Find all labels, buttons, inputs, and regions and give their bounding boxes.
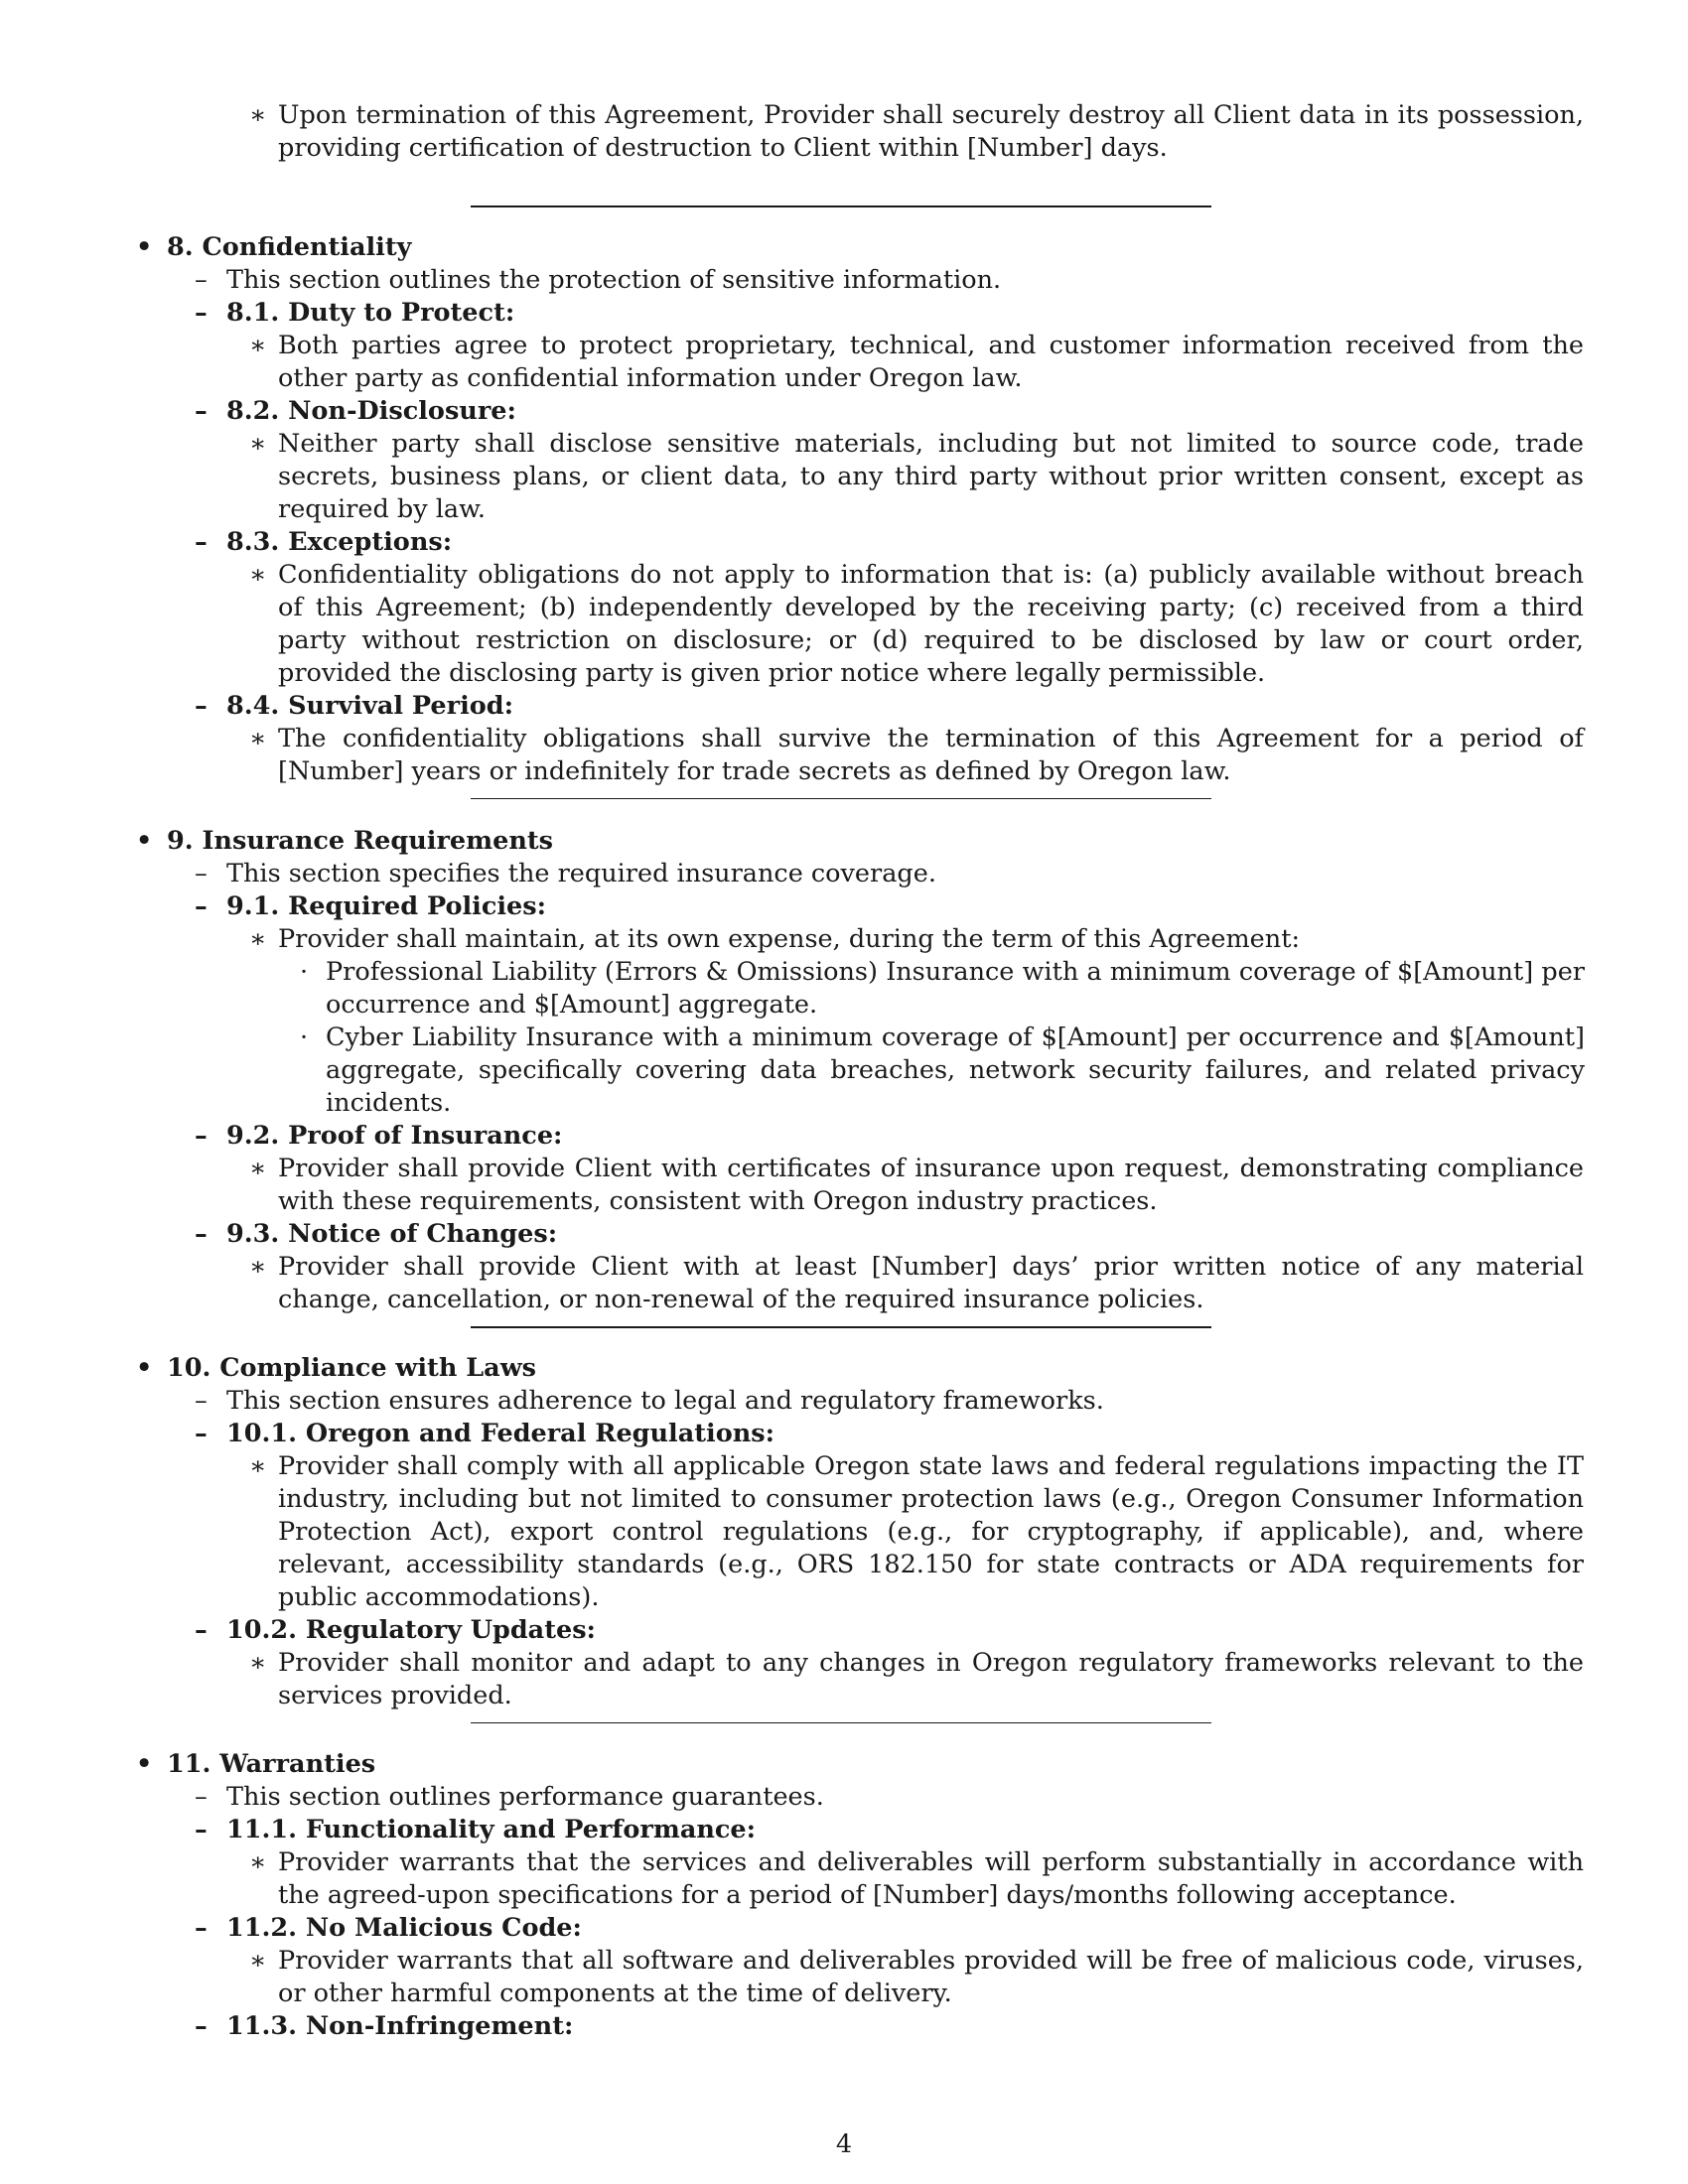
subsection-title: – 9.3. Notice of Changes:: [195, 1219, 558, 1249]
list-item: ∗ The confidentiality obligations shall survive the termination of this Agreement for a period of [Number] years or indefinitely for trade secrets as defined by Oregon law.: [249, 724, 1584, 786]
subsection-title: – 8.2. Non-Disclosure:: [195, 396, 516, 426]
subsection-title: – 11.3. Non-Infringement:: [195, 2011, 574, 2041]
section-7-continuation: [0, 99, 1688, 165]
list-item: ∗ Provider shall maintain, at its own expense, during the term of this Agreement:: [249, 924, 1301, 954]
section-8: [0, 231, 1688, 788]
section-intro: – This section ensures adherence to legal and regulatory frameworks.: [195, 1386, 1104, 1416]
subsection-title: – 11.2. No Malicious Code:: [195, 1913, 582, 1943]
subsection-title: – 8.1. Duty to Protect:: [195, 298, 515, 328]
bullet-dot: •: [136, 826, 153, 856]
list-item: ∗ Provider shall monitor and adapt to any changes in Oregon regulatory frameworks relevant to the services provided.: [249, 1648, 1584, 1710]
bullet-dot: •: [136, 1353, 153, 1383]
section-heading: • 11. Warranties: [136, 1749, 376, 1779]
list-item: ∗ Confidentiality obligations do not apply to information that is: (a) publicly available without breach of this Agreement; (b) independently developed by the receiving party; (c) received from a third party without restriction on disclosure; or (d) required to be disclosed by law or court order, provided the disclosing party is given prior notice where legally permissible.: [249, 560, 1584, 688]
section-divider: [471, 1722, 1211, 1723]
section-divider: [471, 1326, 1211, 1328]
subsection-title: – 10.2. Regulatory Updates:: [195, 1615, 596, 1645]
section-heading: • 9. Insurance Requirements: [136, 826, 553, 856]
list-item: ∗ Provider warrants that all software and deliverables provided will be free of malicious code, viruses, or other harmful components at the time of delivery.: [249, 1946, 1584, 2008]
subsection-title: – 11.1. Functionality and Performance:: [195, 1815, 757, 1844]
section-9: [0, 825, 1688, 1316]
list-item: ∗ Provider warrants that the services and deliverables will perform substantially in accordance with the agreed-upon specifications for a period of [Number] days/months following acceptance.: [249, 1847, 1584, 1910]
section-intro: – This section specifies the required insurance coverage.: [195, 859, 936, 888]
subsection-title: – 9.2. Proof of Insurance:: [195, 1121, 563, 1151]
subsection-title: – 10.1. Oregon and Federal Regulations:: [195, 1419, 775, 1448]
section-divider: [471, 798, 1211, 799]
page-number: 4: [835, 2129, 853, 2159]
bullet-dot: •: [136, 1749, 153, 1779]
list-item: ∗ Provider shall provide Client with at least [Number] days’ prior written notice of any material change, cancellation, or non-renewal of the required insurance policies.: [249, 1252, 1584, 1314]
section-divider: [471, 205, 1211, 207]
list-item: ∗ Both parties agree to protect proprietary, technical, and customer information received from the other party as confidential information under Oregon law.: [249, 331, 1584, 393]
asterisk-bullet: ∗: [249, 100, 267, 130]
section-11: [0, 1748, 1688, 2043]
section-10: [0, 1352, 1688, 1712]
section-heading: • 10. Compliance with Laws: [136, 1353, 537, 1383]
section-intro: – This section outlines performance guarantees.: [195, 1782, 824, 1812]
bullet-dot: •: [136, 232, 153, 262]
list-item: ∗ Neither party shall disclose sensitive materials, including but not limited to source code, trade secrets, business plans, or client data, to any third party without prior written consent, except as required by law.: [249, 429, 1584, 524]
list-item: ∗ Provider shall provide Client with certificates of insurance upon request, demonstrating compliance with these requirements, consistent with Oregon industry practices.: [249, 1154, 1584, 1216]
subsection-title: – 8.3. Exceptions:: [195, 527, 453, 557]
subsection-title: – 9.1. Required Policies:: [195, 891, 547, 921]
subsection-title: – 8.4. Survival Period:: [195, 691, 514, 721]
list-item: ∗ Upon termination of this Agreement, Provider shall securely destroy all Client data in its possession, providing certification of destruction to Client within [Number] days.: [249, 100, 1584, 163]
section-intro: – This section outlines the protection of sensitive information.: [195, 265, 1002, 295]
list-item: ∗ Provider shall comply with all applicable Oregon state laws and federal regulations impacting the IT industry, including but not limited to consumer protection laws (e.g., Oregon Consumer Information Protection Act), export control regulations (e.g., for cryptography, if applicable), and, where relevant, accessibility standards (e.g., ORS 182.150 for state contracts or ADA requirements for public accommodations).: [249, 1451, 1584, 1612]
section-heading: • 8. Confidentiality: [136, 232, 412, 262]
sub-list-item: · Cyber Liability Insurance with a minimum coverage of $[Amount] per occurrence and $[Amount] aggregate, specifically covering data breaches, network security failures, and related privacy incidents.: [300, 1023, 1585, 1118]
sub-list-item: · Professional Liability (Errors & Omissions) Insurance with a minimum coverage of $[Amount] per occurrence and $[Amount] aggregate.: [300, 957, 1585, 1020]
